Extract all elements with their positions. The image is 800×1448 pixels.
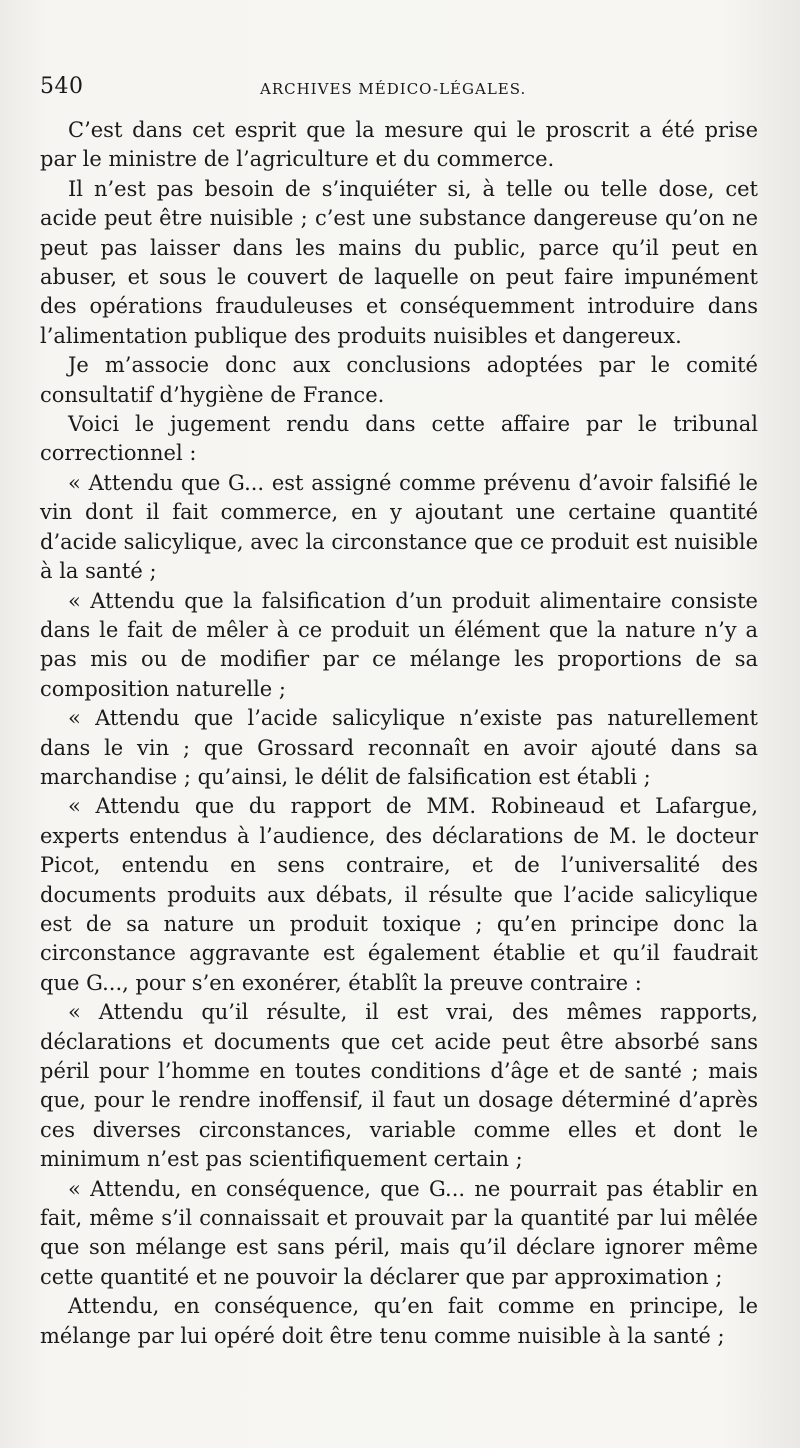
paragraph: « Attendu que la falsification d’un produit alimentaire consiste dans le fait de mêler à ce produit un élément que la nature n’y a pas mis ou de modifier par ce mélange les proportions de sa composition naturelle ; (40, 588, 758, 701)
paragraph: « Attendu que du rapport de MM. Robineaud et Lafargue, experts entendus à l’audience, des déclarations de M. le docteur Picot, entendu en sens contraire, et de l’universalité des documents produits aux débats, il résulte que l’acide salicylique est de sa nature un produit toxique ; qu’en principe donc la circonstance aggravante est également établie et qu’il faudrait que G..., pour s’en exonérer, établît la preuve contraire : (40, 794, 758, 995)
paragraph: « Attendu que G... est assigné comme prévenu d’avoir falsifié le vin dont il fait commerce, en y ajoutant une certaine quantité d’acide salicylique, avec la circonstance que ce produit est nuisible à la santé ; (40, 470, 758, 584)
paragraph: C’est dans cet esprit que la mesure qui le proscrit a été prise par le ministre de l’agriculture et du commerce. (40, 118, 758, 172)
page-number: 540 (40, 74, 84, 99)
paragraph: « Attendu qu’il résulte, il est vrai, des mêmes rapports, déclarations et documents que cet acide peut être absorbé sans péril pour l’homme en toutes conditions d’âge et de santé ; mais que, pour le rendre inoffensif, il faut un dosage déterminé d’après ces diverses circonstances, variable comme elles et dont le minimum n’est pas scientifiquement certain ; (40, 1000, 758, 1172)
paragraph: Il n’est pas besoin de s’inquiéter si, à telle ou telle dose, cet acide peut être nuisible ; c’est une substance dangereuse qu’on ne peut pas laisser dans les mains du public, parce qu’il peut en abuser, et sous le couvert de laquelle on peut faire impunément des opérations frauduleuses et conséquemment introduire dans l’alimentation publique des produits nuisibles et dangereux. (40, 176, 758, 348)
body-text (40, 116, 758, 1351)
paragraph: « Attendu, en conséquence, que G... ne pourrait pas établir en fait, même s’il connaissait et prouvait par la quantité par lui mêlée que son mélange est sans péril, mais qu’il déclare ignorer même cette quantité et ne pouvoir la déclarer que par approximation ; (40, 1176, 758, 1289)
paragraph: « Attendu que l’acide salicylique n’existe pas naturellement dans le vin ; que Grossard reconnaît en avoir ajouté dans sa marchandise ; qu’ainsi, le délit de falsification est établi ; (40, 706, 758, 789)
paragraph: Attendu, en conséquence, qu’en fait comme en principe, le mélange par lui opéré doit être tenu comme nuisible à la santé ; (40, 1294, 758, 1348)
paragraph: Je m’associe donc aux conclusions adoptées par le comité consultatif d’hygiène de France. (40, 353, 758, 407)
paragraph: Voici le jugement rendu dans cette affaire par le tribunal correctionnel : (40, 412, 758, 466)
running-title: ARCHIVES MÉDICO-LÉGALES. (260, 80, 527, 98)
page-header (40, 70, 758, 106)
